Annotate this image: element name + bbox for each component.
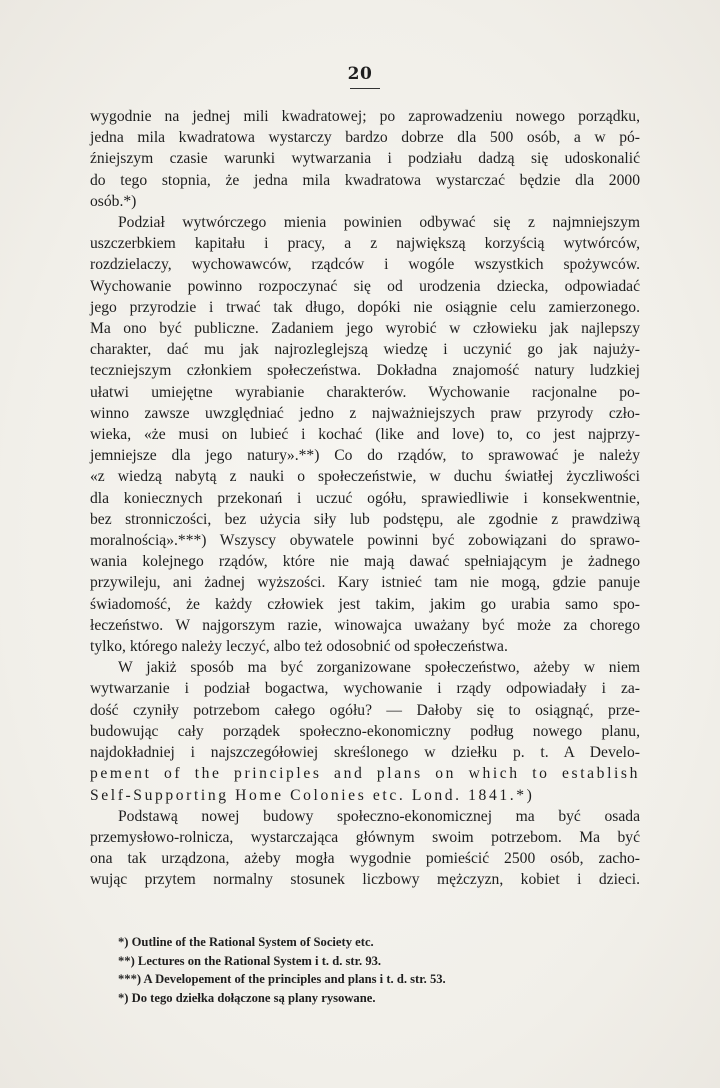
text-line: dość czyniły potrzebom całego ogółu? — Dałoby się to osiągnąć, prze- (90, 701, 640, 719)
text-line: «z wiedzą nabytą z nauki o społeczeństwie, w duchu światłej życzliwości (90, 468, 640, 486)
footnotes (118, 933, 638, 1007)
text-line: Podział wytwórczego mienia powinien odbywać się z najmniejszym (118, 214, 640, 232)
text-line: tylko, którego należy leczyć, albo też odosobnić od społeczeństwa. (90, 638, 508, 656)
text-line: przemysłowo-rolnicza, wystarczająca głównym swoim potrzebom. Ma być (90, 828, 640, 846)
text-line: Self-Supporting Home Colonies etc. Lond. 1841.*) (90, 786, 535, 804)
text-line: teczniejszym członkiem społeczeństwa. Dokładna znajomość natury ludzkiej (90, 362, 640, 380)
text-line: jedna mila kwadratowa wystarczy bardzo dobrze dla 500 osób, a w pó- (90, 129, 640, 147)
text-line: Ma ono być publiczne. Zadaniem jego wyrobić w człowieku jak najlepszy (90, 320, 640, 338)
text-line: Wychowanie powinno rozpoczynać się od urodzenia dziecka, odpowiadać (90, 277, 640, 295)
text-line: uszczerbkiem kapitału i pracy, a z największą korzyścią wytwórców, (90, 235, 640, 253)
text-line: charakter, dać mu jak najrozleglejszą wiedzę i uczynić go jak najuży- (90, 341, 640, 359)
text-line: źniejszym czasie warunki wytwarzania i podziału dadzą się udoskonalić (90, 150, 640, 168)
text-line: do tego stopnia, że jedna mila kwadratowa wystarczać będzie dla 2000 (90, 171, 640, 189)
footnote: *) Do tego dziełka dołączone są plany rysowane. (118, 990, 376, 1005)
text-line: przywileju, ani żadnej wyższości. Kary istnieć tam nie mogą, gdzie panuje (90, 574, 640, 592)
page-number-underline (350, 88, 380, 89)
body-text (90, 106, 640, 891)
text-line: budowując cały porządek społeczno-ekonomiczny podług nowego planu, (90, 722, 640, 740)
text-line: wieka, «że musi on lubieć i kochać (like and love) to, co jest najprzy- (90, 426, 640, 444)
text-line: wania kolejnego rządów, które nie mają dawać spełniającym je żadnego (90, 553, 640, 571)
page-number: 20 (347, 64, 373, 84)
text-line: bez stronniczości, bez użycia siły lub podstępu, ale zgodnie z prawdziwą (90, 510, 640, 528)
text-line: wytwarzanie i podział bogactwa, wychowanie i rządy odpowiadały i za- (90, 680, 640, 698)
text-line: W jakiż sposób ma być zorganizowane społeczeństwo, ażeby w niem (118, 659, 640, 677)
text-line: najdokładniej i najszczegółowiej skreślonego w dziełku p. t. A Develo- (90, 744, 640, 762)
text-line: wując przytem normalny stosunek liczbowy mężczyzn, kobiet i dzieci. (90, 871, 640, 889)
text-line: łeczeństwo. W najgorszym razie, winowajca uważany być może za chorego (90, 616, 640, 634)
text-line: świadomość, że każdy człowiek jest takim, jakim go urabia samo spo- (90, 595, 640, 613)
footnote: ***) A Developement of the principles and plans i t. d. str. 53. (118, 972, 446, 987)
text-line: moralnością».***) Wszyscy obywatele powinni być zobowiązani do sprawo- (90, 532, 640, 550)
text-line: winno zawsze uwzględniać jedno z najważniejszych praw przyrody czło- (90, 404, 640, 422)
footnote: **) Lectures on the Rational System i t. d. str. 93. (118, 953, 382, 968)
footnote: *) Outline of the Rational System of Society etc. (118, 935, 374, 949)
text-line: osób.*) (90, 192, 137, 210)
text-line: rozdzielaczy, wychowawców, rządców i wogóle wszystkich spożywców. (90, 256, 640, 274)
text-line: pement of the principles and plans on which to establish (90, 765, 640, 783)
text-line: jego przyrodzie i trwać tak długo, dopóki nie osiągnie celu zamierzonego. (90, 298, 640, 316)
text-line: wygodnie na jednej mili kwadratowej; po zaprowadzeniu nowego porządku, (90, 108, 640, 125)
text-line: ułatwi umiejętne wyrabianie charakterów. Wychowanie racjonalne po- (90, 383, 640, 401)
text-line: jemniejsze dla jego natury».**) Co do rządów, to sprawować je należy (90, 447, 640, 465)
text-line: ona tak urządzona, ażeby mogła wygodnie pomieścić 2500 osób, zacho- (90, 850, 640, 868)
text-line: dla koniecznych przekonań i uczuć ogółu, sprawiedliwie i konsekwentnie, (90, 489, 640, 507)
text-line: Podstawą nowej budowy społeczno-ekonomicznej ma być osada (118, 807, 640, 825)
